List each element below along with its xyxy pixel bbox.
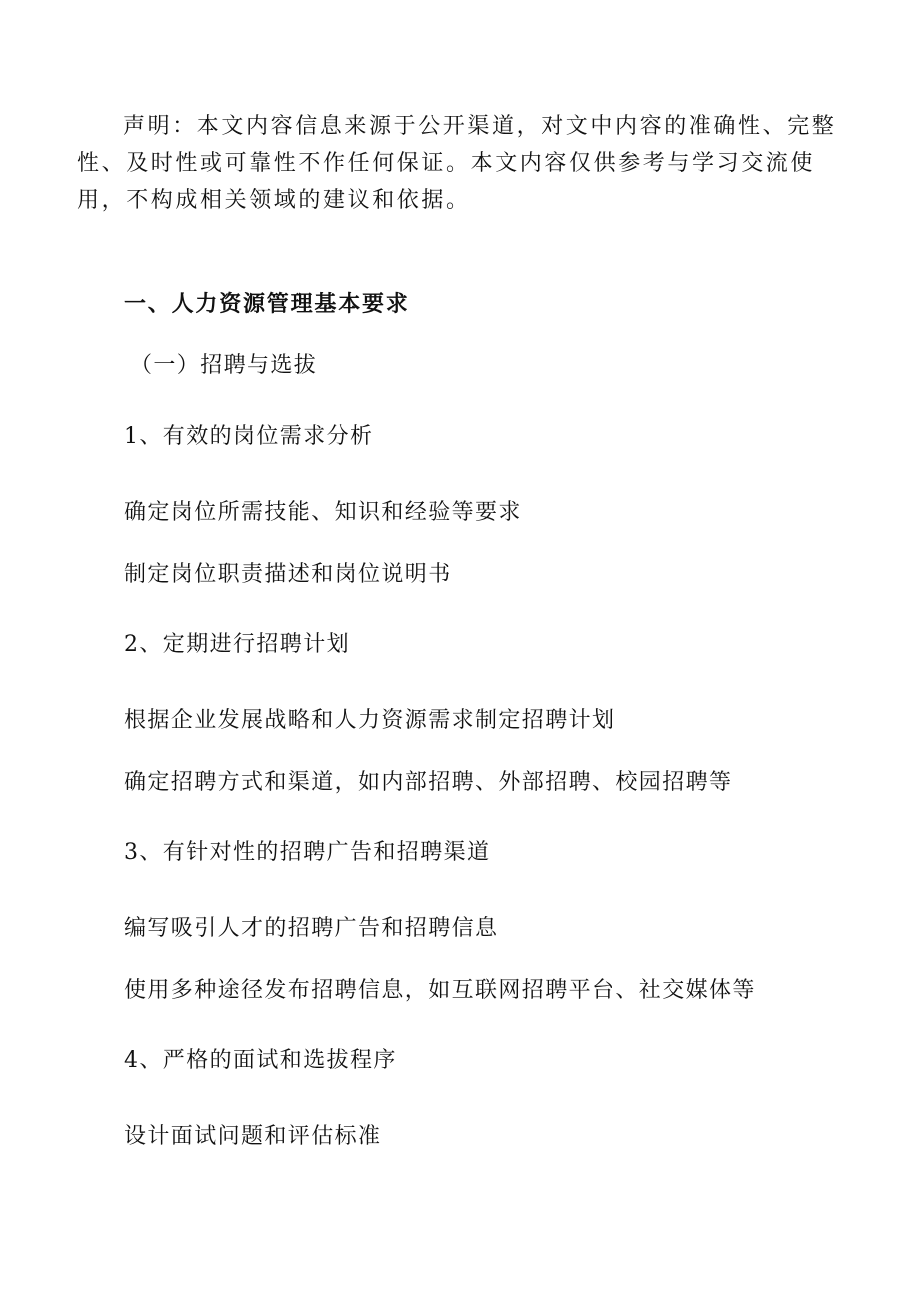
section-heading: 一、人力资源管理基本要求 [124, 291, 410, 317]
item-heading-4: 4、严格的面试和选拔程序 [124, 1048, 397, 1073]
item-heading-3: 3、有针对性的招聘广告和招聘渠道 [124, 840, 491, 865]
disclaimer-paragraph: 声明：本文内容信息来源于公开渠道，对文中内容的准确性、完整性、及时性或可靠性不作任何保证。本文内容仅供参考与学习交流使用，不构成相关领域的建议和依据。 [77, 114, 837, 213]
item-heading-2: 2、定期进行招聘计划 [124, 632, 350, 657]
item-2-point-1: 根据企业发展战略和人力资源需求制定招聘计划 [124, 708, 616, 733]
item-1-point-1: 确定岗位所需技能、知识和经验等要求 [124, 500, 522, 525]
item-2-point-2: 确定招聘方式和渠道，如内部招聘、外部招聘、校园招聘等 [124, 770, 733, 795]
item-3-point-2: 使用多种途径发布招聘信息，如互联网招聘平台、社交媒体等 [124, 978, 756, 1003]
item-3-point-1: 编写吸引人才的招聘广告和招聘信息 [124, 916, 499, 941]
item-4-point-1: 设计面试问题和评估标准 [124, 1124, 382, 1149]
item-1-point-2: 制定岗位职责描述和岗位说明书 [124, 562, 452, 587]
item-heading-1: 1、有效的岗位需求分析 [124, 424, 374, 449]
subsection-heading: （一）招聘与选拔 [130, 353, 318, 378]
